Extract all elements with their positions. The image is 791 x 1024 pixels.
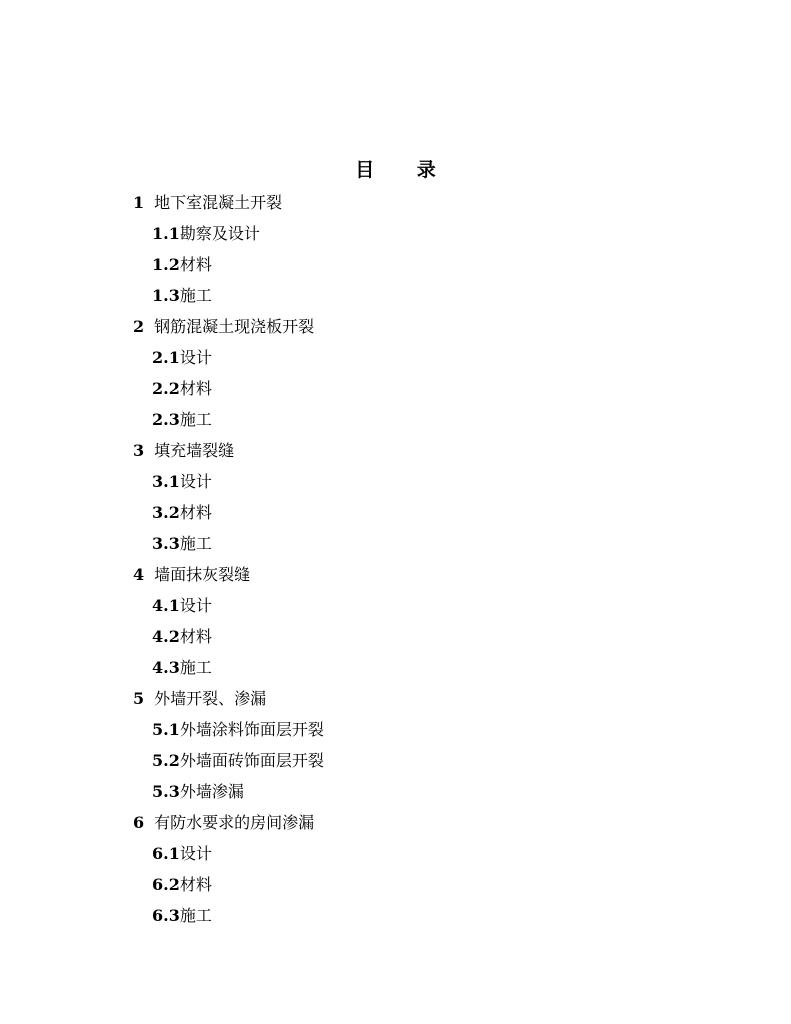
toc-entry-text: 设计 (179, 596, 212, 615)
toc-entry-text: 外墙渗漏 (179, 782, 244, 801)
toc-entry-text: 有防水要求的房间渗漏 (154, 813, 315, 832)
toc-entry-4-2 (133, 621, 324, 652)
toc-entry-2-3 (133, 404, 324, 435)
toc-entry-number: 2.3 (152, 410, 180, 429)
toc-entry-1 (133, 187, 324, 218)
toc-entry-6 (133, 807, 324, 838)
toc-entry-4-1 (133, 590, 324, 621)
toc-entry-2 (133, 311, 324, 342)
toc-list (133, 187, 324, 931)
toc-entry-6-1 (133, 838, 324, 869)
toc-entry-3-3 (133, 528, 324, 559)
toc-entry-number: 6.1 (152, 844, 180, 863)
toc-entry-text: 施工 (179, 534, 212, 553)
toc-entry-text: 外墙开裂、渗漏 (154, 689, 267, 708)
toc-entry-text: 设计 (179, 348, 212, 367)
toc-entry-number: 6.2 (152, 875, 180, 894)
toc-entry-6-3 (133, 900, 324, 931)
toc-entry-text: 地下室混凝土开裂 (154, 193, 283, 212)
toc-entry-4-3 (133, 652, 324, 683)
toc-entry-number: 1.3 (152, 286, 180, 305)
toc-entry-text: 填充墙裂缝 (154, 441, 235, 460)
toc-entry-text: 施工 (179, 286, 212, 305)
toc-entry-number: 1 (133, 193, 145, 212)
toc-entry-text: 外墙面砖饰面层开裂 (179, 751, 324, 770)
toc-entry-3 (133, 435, 324, 466)
toc-entry-number: 5 (133, 689, 145, 708)
toc-entry-5-3 (133, 776, 324, 807)
toc-entry-2-1 (133, 342, 324, 373)
toc-entry-1-2 (133, 249, 324, 280)
toc-entry-number: 1.2 (152, 255, 180, 274)
toc-entry-text: 材料 (179, 627, 212, 646)
toc-entry-number: 3.1 (152, 472, 180, 491)
toc-entry-text: 施工 (179, 906, 212, 925)
toc-entry-number: 5.1 (152, 720, 180, 739)
toc-entry-number: 3.3 (152, 534, 180, 553)
toc-entry-number: 2.2 (152, 379, 180, 398)
toc-entry-text: 施工 (179, 410, 212, 429)
toc-entry-6-2 (133, 869, 324, 900)
toc-entry-5 (133, 683, 324, 714)
toc-entry-text: 钢筋混凝土现浇板开裂 (154, 317, 315, 336)
toc-entry-5-1 (133, 714, 324, 745)
toc-entry-3-2 (133, 497, 324, 528)
toc-entry-text: 外墙涂料饰面层开裂 (179, 720, 324, 739)
toc-entry-number: 4.3 (152, 658, 180, 677)
toc-entry-text: 材料 (179, 379, 212, 398)
toc-entry-number: 1.1 (152, 224, 180, 243)
toc-entry-number: 3.2 (152, 503, 180, 522)
toc-entry-number: 5.3 (152, 782, 180, 801)
toc-entry-3-1 (133, 466, 324, 497)
toc-entry-number: 2 (133, 317, 145, 336)
toc-title: 目 录 (355, 159, 454, 181)
toc-entry-text: 设计 (179, 844, 212, 863)
toc-entry-number: 4 (133, 565, 145, 584)
toc-entry-1-1 (133, 218, 324, 249)
toc-entry-number: 3 (133, 441, 145, 460)
toc-entry-number: 2.1 (152, 348, 180, 367)
toc-entry-number: 6.3 (152, 906, 180, 925)
toc-entry-text: 材料 (179, 875, 212, 894)
toc-entry-text: 设计 (179, 472, 212, 491)
toc-entry-text: 施工 (179, 658, 212, 677)
toc-entry-text: 勘察及设计 (179, 224, 260, 243)
toc-entry-2-2 (133, 373, 324, 404)
toc-entry-text: 材料 (179, 255, 212, 274)
toc-entry-text: 墙面抹灰裂缝 (154, 565, 251, 584)
toc-entry-1-3 (133, 280, 324, 311)
toc-entry-number: 5.2 (152, 751, 180, 770)
toc-entry-text: 材料 (179, 503, 212, 522)
toc-entry-number: 6 (133, 813, 145, 832)
toc-entry-number: 4.1 (152, 596, 180, 615)
toc-entry-4 (133, 559, 324, 590)
toc-entry-number: 4.2 (152, 627, 180, 646)
toc-entry-5-2 (133, 745, 324, 776)
